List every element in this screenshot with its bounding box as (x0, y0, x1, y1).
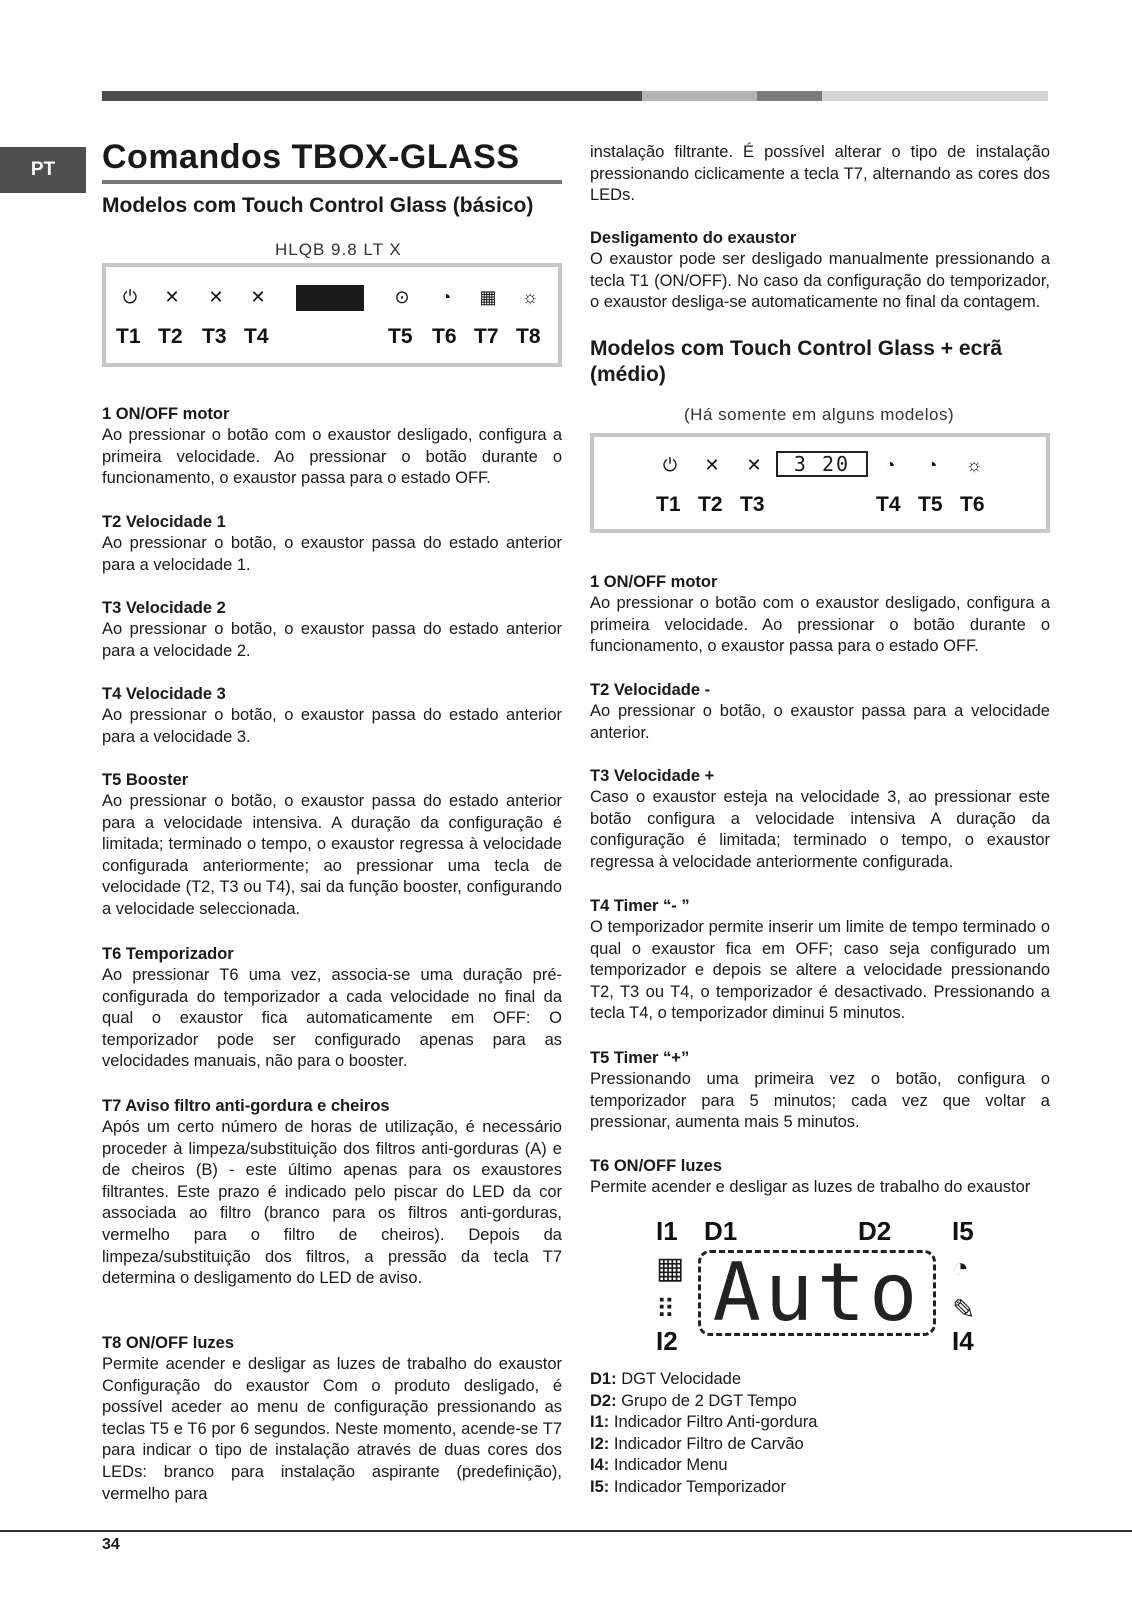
basic-section-7 (102, 1096, 562, 1290)
section-text: O temporizador permite inserir um limite de tempo terminado o qual o exaustor fica em OFF; caso seja configurado um temporizador e depois se altere a velocidade pressionando T2, T3 ou T4, o temporizador é desactivado. Pressionando a tecla T4, o temporizador diminui 5 minutos. (590, 918, 1050, 1023)
lcd-label-d2: D2 (858, 1216, 892, 1246)
wrench-icon: ✎ (952, 1294, 976, 1325)
lcd-label-i1: I1 (656, 1216, 678, 1246)
basic-section-4 (102, 684, 562, 748)
page-number: 34 (102, 1536, 120, 1553)
section-text: Ao pressionar T6 uma vez, associa-se uma duração pré-configurada do temporizador a cada velocidade no final da qual o exaustor fica automaticamente em OFF: O temporizador pode ser configurado apenas para as velocidades manuais, não para o booster. (102, 966, 562, 1071)
key-label-t7: T7 (474, 325, 499, 348)
language-tab: PT (0, 147, 86, 193)
model-name: HLQB 9.8 LT X (275, 240, 402, 259)
timer-icon: ◔ (952, 1252, 969, 1283)
grease-filter-icon: ▦ (656, 1252, 685, 1285)
lcd-label-i5: I5 (952, 1216, 974, 1246)
medium-control-panel (590, 433, 1050, 533)
legend-item: I2: Indicador Filtro de Carvão (590, 1434, 804, 1453)
lcd-label-i2: I2 (656, 1326, 678, 1356)
light-icon: ☼ (521, 287, 539, 307)
key-label-t6: T6 (960, 493, 985, 516)
basic-section-5 (102, 770, 562, 921)
key-label-t4: T4 (876, 493, 901, 516)
basic-section-1 (102, 404, 562, 490)
key-label-t2: T2 (698, 493, 723, 516)
shutdown-section (590, 228, 1050, 314)
section-text: Ao pressionar o botão, o exaustor passa do estado anterior para a velocidade 1. (102, 534, 562, 574)
section-text: Ao pressionar o botão com o exaustor desligado, configura a primeira velocidade. Ao pressionar o botão durante o funcionamento, o exaustor passa para o estado OFF. (590, 594, 1050, 656)
lcd-display (698, 1246, 936, 1339)
legend-item: I5: Indicador Temporizador (590, 1477, 786, 1496)
key-label-t1: T1 (656, 493, 681, 516)
section-text: Ao pressionar o botão, o exaustor passa do estado anterior para a velocidade 2. (102, 620, 562, 660)
section-title: T5 Booster (102, 771, 189, 789)
section-text: Permite acender e desligar as luzes de trabalho do exaustor (590, 1178, 1031, 1196)
medium-section-6 (590, 1156, 1050, 1199)
basic-section-3 (102, 598, 562, 662)
basic-section-2 (102, 512, 562, 576)
light-icon: ☼ (965, 455, 983, 475)
section-title: T6 ON/OFF luzes (590, 1157, 723, 1175)
section-title: T4 Velocidade 3 (102, 685, 226, 703)
section-title: T7 Aviso filtro anti-gordura e cheiros (102, 1097, 390, 1115)
top-bar (102, 91, 1048, 101)
section-text: Ao pressionar o botão, o exaustor passa do estado anterior para a velocidade intensiva. A duração da configuração é limitada; terminado o tempo, o exaustor regressa à velocidade configurada anteriormente; ao pressionar uma tecla de velocidade (T2, T3 ou T4), sai da função booster, configurando a velocidade seleccionada. (102, 792, 562, 918)
key-label-t4: T4 (244, 325, 269, 348)
key-label-t6: T6 (432, 325, 457, 348)
page-title: Comandos TBOX-GLASS (102, 138, 520, 176)
legend-item: I4: Indicador Menu (590, 1456, 728, 1475)
lcd-label-i4: I4 (952, 1326, 974, 1356)
section-text: O exaustor pode ser desligado manualmente pressionando a tecla T1 (ON/OFF). No caso da configuração do temporizador, o exaustor desliga-se automaticamente no final da contagem. (590, 250, 1050, 312)
section-text: Permite acender e desligar as luzes de trabalho do exaustor Configuração do exaustor Com o produto desligado, é possível aceder ao menu de configuração pressionando as teclas T5 e T6 por 6 segundos. Neste momento, acende-se T7 para indicar o tipo de instalação através de duas cores dos LEDs: branco para instalação aspirante (predefinição), vermelho para (102, 1355, 562, 1503)
basic-heading: Modelos com Touch Control Glass (básico) (102, 194, 534, 217)
section-title: T6 Temporizador (102, 945, 234, 963)
section-title: T2 Velocidade - (590, 681, 711, 699)
section-text: Ao pressionar o botão, o exaustor passa do estado anterior para a velocidade 3. (102, 706, 562, 746)
section-title: T4 Timer “- ” (590, 897, 690, 915)
power-icon: ⏻ (662, 455, 678, 475)
right-intro (590, 142, 1050, 207)
basic-section-6 (102, 944, 562, 1073)
section-title: T2 Velocidade 1 (102, 513, 226, 531)
intro-text: instalação filtrante. É possível alterar o tipo de instalação pressionando ciclicamente a tecla T7, alternando as cores dos LEDs. (590, 143, 1050, 205)
footer-line (0, 1530, 1132, 1532)
key-label-t2: T2 (158, 325, 183, 348)
section-title: Desligamento do exaustor (590, 229, 797, 247)
fan-speed-2-icon: ✕ (208, 287, 224, 307)
booster-icon: ⊙ (394, 287, 410, 307)
power-icon: ⏻ (122, 287, 138, 307)
key-label-t3: T3 (740, 493, 765, 516)
section-title: 1 ON/OFF motor (102, 405, 230, 423)
section-text: Caso o exaustor esteja na velocidade 3, ao pressionar este botão configura a velocidade intensiva A duração da configuração é limitada; terminado o tempo, o exaustor regressa à velocidade anteriormente configurada. (590, 788, 1050, 871)
carbon-filter-icon: ⠿ (656, 1294, 676, 1324)
medium-section-2 (590, 680, 1050, 744)
section-text: Pressionando uma primeira vez o botão, configura o temporizador para 5 minutos; cada vez que voltar a pressionar, aumenta mais 5 minutos. (590, 1070, 1050, 1132)
basic-control-panel (102, 263, 562, 367)
filter-icon: ▦ (479, 287, 497, 307)
key-label-t3: T3 (202, 325, 227, 348)
medium-section-4 (590, 896, 1050, 1025)
lcd-label-d1: D1 (704, 1216, 738, 1246)
medium-section-1 (590, 572, 1050, 658)
section-text: Ao pressionar o botão com o exaustor desligado, configura a primeira velocidade. Ao pressionar o botão durante o funcionamento, o exaustor passa para o estado OFF. (102, 426, 562, 488)
legend-item: D1: DGT Velocidade (590, 1370, 742, 1388)
medium-section-5 (590, 1048, 1050, 1134)
lcd-legend (590, 1369, 1050, 1499)
fan-minus-icon: ✕ (704, 455, 720, 475)
medium-note: (Há somente em alguns modelos) (684, 405, 955, 424)
medium-heading: Modelos com Touch Control Glass + ecrã (médio) (590, 337, 1003, 386)
fan-plus-icon: ✕ (746, 455, 762, 475)
timer-icon: ◔ (440, 287, 452, 307)
key-label-t5: T5 (918, 493, 943, 516)
fan-speed-1-icon: ✕ (164, 287, 180, 307)
section-text: Ao pressionar o botão, o exaustor passa para a velocidade anterior. (590, 702, 1050, 742)
section-title: T8 ON/OFF luzes (102, 1334, 235, 1352)
key-label-t1: T1 (116, 325, 141, 348)
title-underline (102, 180, 562, 184)
basic-section-8 (102, 1333, 562, 1505)
legend-item: D2: Grupo de 2 DGT Tempo (590, 1391, 797, 1410)
panel-display: 3 20 (776, 451, 868, 477)
medium-section-3 (590, 766, 1050, 873)
section-title: 1 ON/OFF motor (590, 573, 718, 591)
key-label-t8: T8 (516, 325, 541, 348)
section-title: T5 Timer “+” (590, 1049, 690, 1067)
timer-plus-icon: ◔ (926, 455, 938, 475)
legend-item: I1: Indicador Filtro Anti-gordura (590, 1413, 818, 1432)
section-title: T3 Velocidade 2 (102, 599, 226, 617)
timer-minus-icon: ◔ (884, 455, 896, 475)
section-title: T3 Velocidade + (590, 767, 715, 785)
fan-speed-3-icon: ✕ (250, 287, 266, 307)
section-text: Após um certo número de horas de utilização, é necessário proceder à limpeza/substituição dos filtros anti-gorduras (A) e de cheiros (B) - este último apenas para os exaustores filtrantes. Este prazo é indicado pelo piscar do LED da cor associada ao filtro (branco para os filtros anti-gorduras, vermelho para o filtro de cheiros). Depois da limpeza/substituição dos filtros, a pressão da tecla T7 determina o desligamento do LED de aviso. (102, 1118, 562, 1288)
lcd-text: Auto (712, 1246, 922, 1339)
key-label-t5: T5 (388, 325, 413, 348)
panel-display (296, 285, 364, 311)
